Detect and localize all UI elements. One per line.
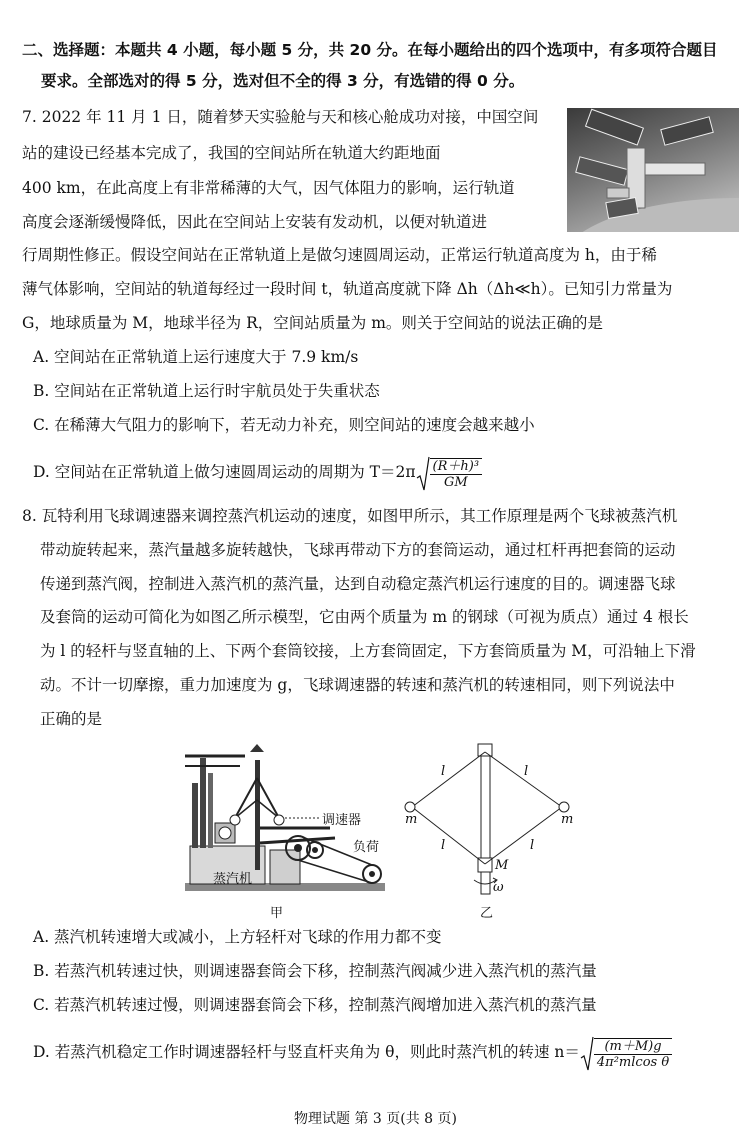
q7-line: G，地球质量为 M，地球半径为 R，空间站质量为 m。则关于空间站的说法正确的是 <box>22 314 603 332</box>
label-l: l <box>524 764 529 779</box>
label-engine: 蒸汽机 <box>213 872 253 887</box>
q8-option-d-text: D. 若蒸汽机稳定工作时调速器轻杆与竖直杆夹角为 θ，则此时蒸汽机的转速 n＝ <box>33 1043 580 1061</box>
q8-option-c: C. 若蒸汽机转速过慢，则调速器套筒会下移，控制蒸汽阀增加进入蒸汽机的蒸汽量 <box>33 996 597 1014</box>
q7-line: 400 km，在此高度上有非常稀薄的大气，因气体阻力的影响，运行轨道 <box>22 179 515 197</box>
q7-line: 行周期性修正。假设空间站在正常轨道上是做匀速圆周运动，正常运行轨道高度为 h，由于稀 <box>22 246 657 264</box>
label-omega: ω <box>493 880 504 895</box>
q8-line: 8. 瓦特利用飞球调速器来调控蒸汽机运动的速度，如图甲所示，其工作原理是两个飞球被蒸汽机 <box>22 507 678 525</box>
label-m-right: m <box>561 812 574 827</box>
figure-governor-model <box>400 740 575 900</box>
caption-yi: 乙 <box>480 906 494 921</box>
fraction <box>430 458 483 490</box>
q8-line: 动。不计一切摩擦，重力加速度为 g，飞球调速器的转速和蒸汽机的转速相同，则下列说法中 <box>40 676 675 694</box>
q7-line: 7. 2022 年 11 月 1 日，随着梦天实验舱与天和核心舱成功对接，中国空间 <box>22 108 539 126</box>
q7-option-a: A. 空间站在正常轨道上运行速度大于 7.9 km/s <box>33 348 359 366</box>
q8-option-b: B. 若蒸汽机转速过快，则调速器套筒会下移，控制蒸汽阀减少进入蒸汽机的蒸汽量 <box>33 962 597 980</box>
q7-option-d <box>33 452 482 493</box>
q7-option-c: C. 在稀薄大气阻力的影响下，若无动力补充，则空间站的速度会越来越小 <box>33 416 535 434</box>
section-header-line1: 二、选择题：本题共 4 小题，每小题 5 分，共 20 分。在每小题给出的四个选项中，有多项符合题目 <box>22 41 718 59</box>
space-station-icon <box>567 108 739 232</box>
q7-line: 高度会逐渐缓慢降低，因此在空间站上安装有发动机，以便对轨道进 <box>22 213 488 231</box>
label-load: 负荷 <box>353 840 380 855</box>
page-footer: 物理试题 第 3 页(共 8 页) <box>294 1111 457 1127</box>
label-M: M <box>495 858 509 873</box>
fraction <box>594 1038 672 1070</box>
q8-line: 正确的是 <box>40 710 103 728</box>
label-l: l <box>441 838 446 853</box>
fraction-denominator: 4π²mlcos θ <box>596 1055 670 1070</box>
q7-option-b: B. 空间站在正常轨道上运行时宇航员处于失重状态 <box>33 382 380 400</box>
space-station-photo <box>567 108 739 232</box>
q8-line: 为 l 的轻杆与竖直轴的上、下两个套筒铰接，上方套筒固定，下方套筒质量为 M，可沿轴上下滑 <box>40 642 696 660</box>
q8-line: 带动旋转起来，蒸汽量越多旋转越快，飞球再带动下方的套筒运动，通过杠杆再把套筒的运动 <box>40 541 676 559</box>
q7-line: 站的建设已经基本完成了，我国的空间站所在轨道大约距地面 <box>22 144 441 162</box>
label-l: l <box>530 838 535 853</box>
fraction-numerator: (m＋M)g <box>594 1039 672 1055</box>
section-header-line2: 要求。全部选对的得 5 分，选对但不全的得 3 分，有选错的得 0 分。 <box>41 72 525 90</box>
label-m-left: m <box>405 812 418 827</box>
fraction-denominator: GM <box>443 475 468 490</box>
sqrt-symbol <box>580 1033 672 1073</box>
q8-option-a: A. 蒸汽机转速增大或减小，上方轻杆对飞球的作用力都不变 <box>33 928 442 946</box>
caption-jia: 甲 <box>270 906 284 921</box>
fraction-numerator: (R＋h)³ <box>430 459 483 475</box>
q8-option-d <box>33 1032 672 1073</box>
q7-option-d-text: D. 空间站在正常轨道上做匀速圆周运动的周期为 T＝2π <box>33 463 416 481</box>
sqrt-symbol <box>416 453 483 493</box>
q7-line: 薄气体影响，空间站的轨道每经过一段时间 t，轨道高度就下降 Δh（Δh≪h）。已知引力常量为 <box>22 280 673 298</box>
label-l: l <box>441 764 446 779</box>
label-governor: 调速器 <box>322 813 362 828</box>
q8-line: 及套筒的运动可简化为如图乙所示模型，它由两个质量为 m 的钢球（可视为质点）通过 4 根长 <box>40 608 689 626</box>
q8-line: 传递到蒸汽阀，控制进入蒸汽机的蒸汽量，达到自动稳定蒸汽机运行速度的目的。调速器飞球 <box>40 575 676 593</box>
